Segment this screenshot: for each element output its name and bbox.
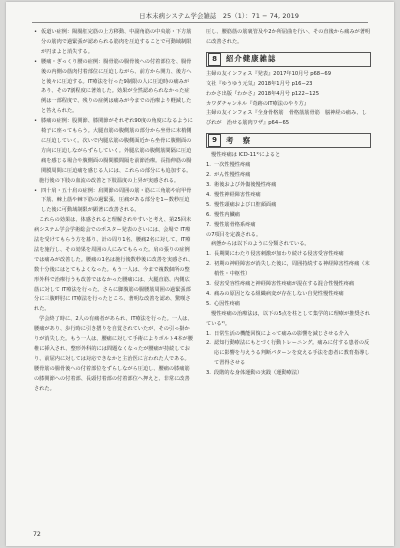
list-item: 4. 慢性神経障害性疼痛 xyxy=(206,191,261,198)
list-item: 3. 侵害受容性疼痛と神経障害性疼痛が混在する混合性慢性疼痛 xyxy=(206,281,355,288)
section-number: 8 xyxy=(208,53,221,66)
page-number: 72 xyxy=(33,531,41,538)
reference-line: カワダチャンネル『奇跡のIT療法のやり方』 xyxy=(206,100,309,107)
bullet-dot-icon: • xyxy=(34,118,38,125)
reference-line: わかさ出版『わかさ』2018年4月号 p122−125 xyxy=(206,90,320,97)
list-item: 1. 日常生活の機能回復によって痛みの影響を減じさせる介入 xyxy=(206,330,349,337)
list-item: 3. 段階的な身体運動の実践（運動療法） xyxy=(206,370,303,377)
bullet-text: 腰痛・ぎっくり腰の症例：腸骨筋の腸骨後への付着部位を、腸骨後の内側の筋肉付着部位に圧迫しながら、前方から開力、後方へと後々に圧迫する。IT療法を行った9制限の人に圧迫時の痛みがあり、その7割程度に著効した。効果が全然認められなかった症例は一部程度で、残りの症例は痛みが今までの治療より軽減したと答えられた。 xyxy=(41,58,192,115)
document-page xyxy=(6,2,394,546)
reference-line: 文社『ゆうゆう元気』2018年1月号 p16−23 xyxy=(206,80,313,87)
list-item: 6. 慢性内臓痛 xyxy=(206,211,240,218)
list-item: 2. がん性慢性疼痛 xyxy=(206,172,251,179)
reference-line: 主婦の友インフォス『発表』2017年10月号 p68−69 xyxy=(206,70,332,77)
list-item: 5. 慢性頭痛および口腔顔面痛 xyxy=(206,201,277,208)
section-title: 紹介健康雑誌 xyxy=(226,54,277,64)
bullet-item xyxy=(34,28,194,58)
list-item: 3. 術後および外傷後慢性疼痛 xyxy=(206,181,277,188)
body-paragraph: 施行後の下肢の血流の改善と下肢温度の上昇が実感される。 xyxy=(39,177,180,184)
bullet-item xyxy=(34,117,194,176)
list-item: 1. 一次性慢性疼痛 xyxy=(206,162,251,169)
body-paragraph: これらの効果は、体感されると理解されやすいと考え、第25回未病システム学会学術総会でのポスター発表のさいには、会場で IT療法を受けてもらう方を募り、計の周り1名、腰痛2名に対して、IT療法を施行し、その効果を周囲の人にみてもらった。肩の張りの症例では痛みが改善した。腰痛の1名は施行後数秒後に改善を実感され、数十分後にはとてもよくなった。もう一人は、今まで複数個所の整形外科で治療行うも改善ではなかった腰痛には、大腿直筋、内側広筋に対して IT療法を行った。さらに脚腹筋の腸腰筋周囲の過緊張部分に三腹畔肘に IT療法を行ったところ、著明な改善を認め、驚嘆された。 xyxy=(34,217,194,313)
journal-header: 日本未病システム学会雑誌 25（1）：71 − 74, 2019 xyxy=(139,12,299,20)
bullet-dot-icon: • xyxy=(34,29,38,35)
section-title: 考 察 xyxy=(226,135,252,145)
list-item: 1. 長期間にわたり侵害刺激が加わり続ける侵害受容性疼痛 xyxy=(206,251,344,258)
body-paragraph: 学会終了時に、2人の有痛者があられ、IT療法を行った。一人は、腰痛があり、歩行時に引き摺りを自覚されていたが、その引っ掛かりが消失した。もう一人は、腰痛に対して手術によりボルト4本が腰椎に挿入され、整形外科的には問題なくなったが腰痛が持続しており、前屈内に対しては対応できなかと主治医に言われた人である。腰骨筋の腸骨後への付着部位をずらしながら圧迫し、腰痛の膝痛筋の膝関節への付着部、長頭付着部の付着部位へ押えと、非常に改善された。 xyxy=(34,316,193,392)
section-heading xyxy=(206,133,371,148)
list-item: 7. 慢性筋骨格系疼痛 xyxy=(206,221,256,228)
section-heading xyxy=(206,52,371,67)
body-paragraph: 圧し、腰筋筋の筋裏管及や2か所屈曲を行い、その直後から痛みが著明に改善された。 xyxy=(206,29,371,45)
list-item: 2. 初期の神経障害が消失した後に，周囲持続する神経障害性疼痛（末梢性・中枢性） xyxy=(206,261,370,278)
list-item: 4. 痛みの原因となる組織病変が存在しない自発性慢性疼痛 xyxy=(206,290,344,297)
left-column xyxy=(34,28,194,395)
body-paragraph: 慢性疼痛の治療法は，以下の5点を柱として集学的に理療が推奨されている²⁾。 xyxy=(206,310,370,327)
bullet-dot-icon: • xyxy=(34,58,38,65)
body-paragraph: 慢性疼痛は ICD-11¹⁾によると xyxy=(211,152,281,159)
bullet-text: 膝痛の症例：股関節、膝関節がそれぞれ90度の角度になるように椅子に座ってもらう。大腿直筋の腹側筋の部分から坐骨に末梢側に圧迫していく。次いで内腿広筋の腹側面近から坐骨に腹側面の方向に圧迫しながらずらしていく。外腿広筋の腹側筋間隔に圧迫痛を感じる場合や腹側面の腸間膜間隔を前節治療。長指伸筋の腸関膜周間に圧迫痛を感じる人には、これらの部分にも追加する。 xyxy=(41,118,193,174)
bullet-text: 仮道い症例：陽腸肛完筋の上方移動、中副角筋の中央筋・下方筋分の筋肉で過緊張が認められる筋肉を圧迫することで可動域制限が円まよと消失する。 xyxy=(41,29,192,55)
body-paragraph: 病態からは以下のように分類されている。 xyxy=(211,241,310,248)
header-rule xyxy=(32,22,368,23)
right-column xyxy=(206,28,371,379)
list-item: 2. 認知行動療法にもとづく行動トレーニング。痛みに付する患者の反応に影響を与えうる判断パターンを変える手法を患者に教育指導して習得させる xyxy=(206,340,370,367)
body-paragraph: の7項目を定義される。 xyxy=(206,231,262,238)
section-number: 9 xyxy=(208,134,221,147)
list-item: 5. 心因性疼痛 xyxy=(206,300,240,307)
reference-line: 主婦の友インフォス『全身骨格筋 骨格筋筋骨筋 脳神経の痛み、しびれが 治せる筋肉ワザ』p64−65 xyxy=(206,110,367,127)
bullet-item xyxy=(34,58,194,117)
bullet-item xyxy=(34,187,194,217)
bullet-text: 四十肩・五十肩の症例：肩関節の周囲の筋・筋に三角筋や肩甲骨下筋、棘上筋や棘下筋の過緊張、圧痛がある部分を1ー数秒圧迫した後に可動域制限が顕著に改善される。 xyxy=(41,187,192,214)
bullet-dot-icon: • xyxy=(34,187,38,194)
